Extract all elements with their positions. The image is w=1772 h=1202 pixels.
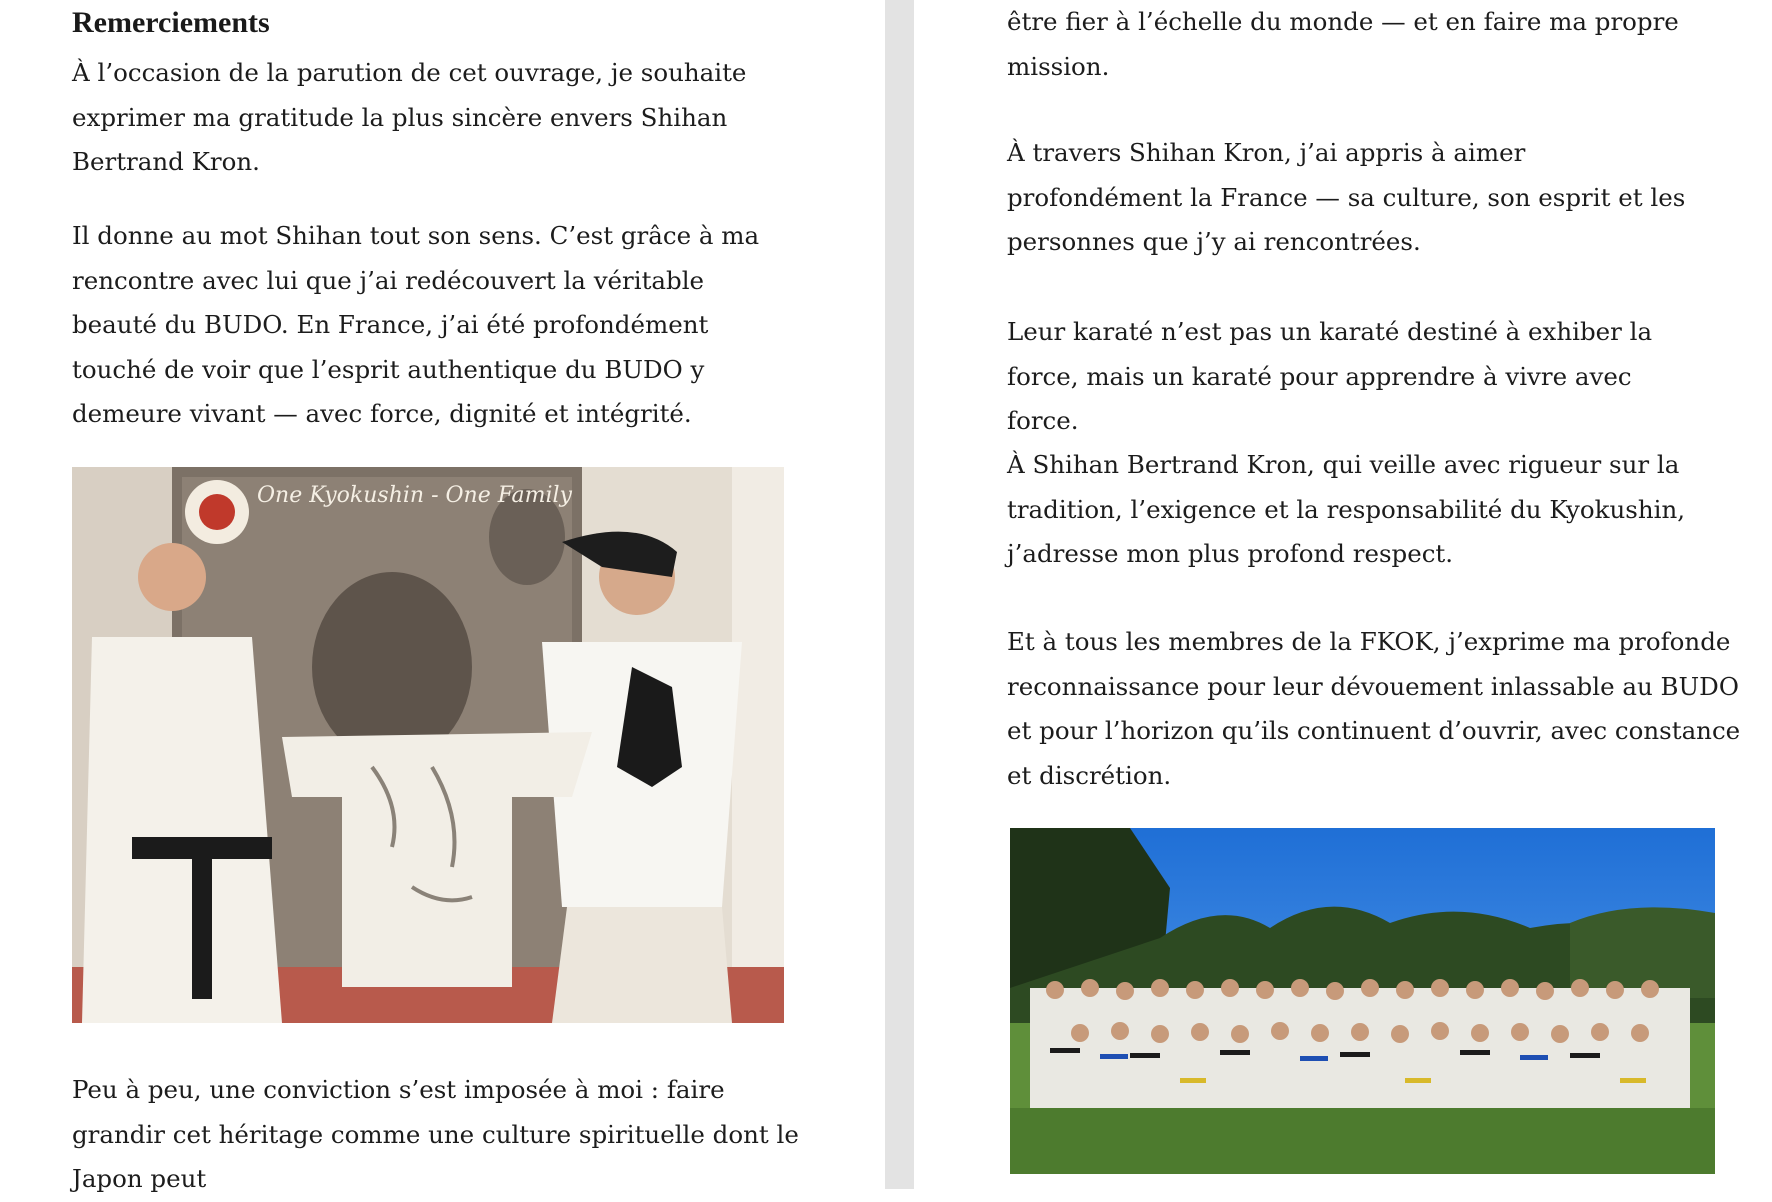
photo-kron-handing-dogi	[72, 467, 784, 1023]
paragraph-mission: être fier à l’échelle du monde — et en faire ma propre mission.	[1007, 7, 1679, 81]
paragraph-intro: À l’occasion de la parution de cet ouvrage, je souhaite exprimer ma gratitude la plus sincère envers Shihan Bertrand Kron.	[72, 58, 747, 176]
left-page	[0, 0, 885, 1193]
poster-banner-text: One Kyokushin - One Family	[257, 483, 572, 508]
paragraph-shihan: Il donne au mot Shihan tout son sens. C’est grâce à ma rencontre avec lui que j’ai redécouvert la véritable beauté du BUDO. En France, j’ai été profondément touché de voir que l’esprit authentique du BUDO y demeure vivant — avec force, dignité et intégrité.	[72, 221, 760, 428]
paragraph-karate: Leur karaté n’est pas un karaté destiné à exhiber la force, mais un karaté pour apprendre à vivre avec force.	[1007, 317, 1653, 435]
paragraph-fkok: Et à tous les membres de la FKOK, j’exprime ma profonde reconnaissance pour leur dévouement inlassable au BUDO et pour l’horizon qu’ils continuent d’ouvrir, avec constance et discrétion.	[1007, 627, 1741, 790]
photo-group-fkok	[1010, 828, 1715, 1174]
paragraph-conviction: Peu à peu, une conviction s’est imposée à moi : faire grandir cet héritage comme une culture spirituelle dont le Japon peut	[72, 1075, 799, 1193]
paragraph-france: À travers Shihan Kron, j’ai appris à aimer profondément la France — sa culture, son esprit et les personnes que j’y ai rencontrées.	[1007, 138, 1686, 256]
page-gutter	[885, 0, 914, 1189]
paragraph-respect: À Shihan Bertrand Kron, qui veille avec rigueur sur la tradition, l’exigence et la responsabilité du Kyokushin, j’adresse mon plus profond respect.	[1007, 450, 1686, 568]
right-page	[914, 0, 1772, 1189]
page-heading: Remerciements	[72, 6, 270, 39]
